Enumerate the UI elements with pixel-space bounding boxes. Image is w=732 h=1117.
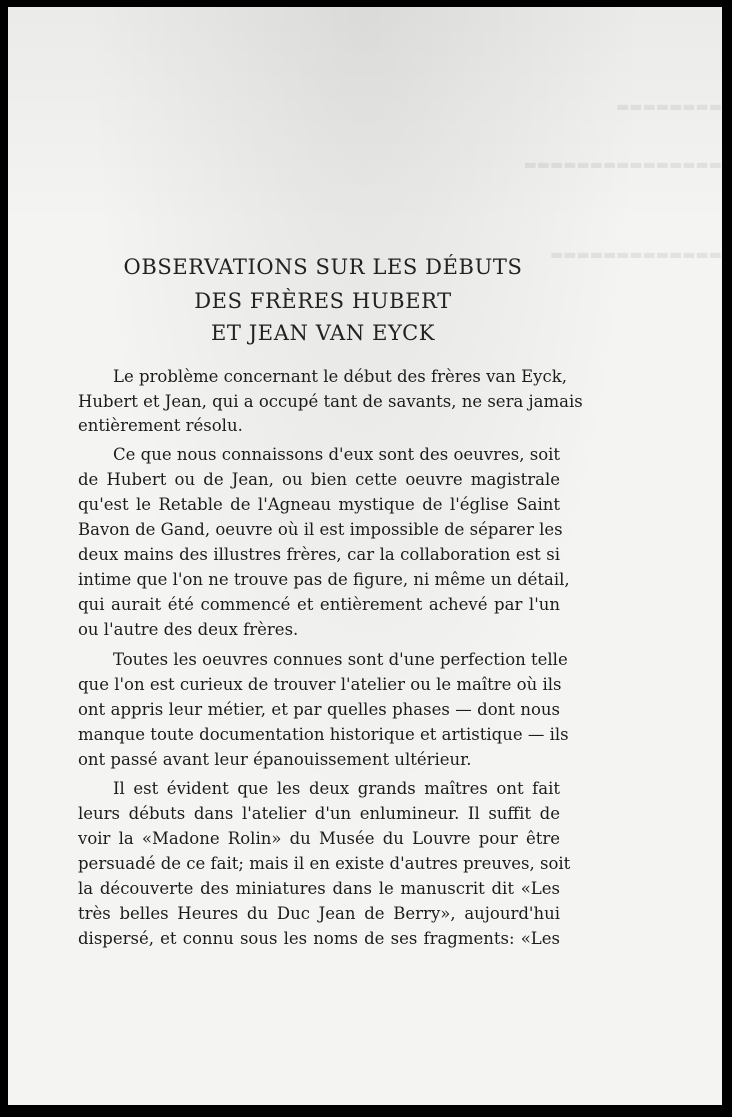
document-title-line-1: OBSERVATIONS SUR LES DÉBUTS	[123, 255, 523, 279]
text-line: dispersé, et connu sous les noms de ses fragments: «Les	[78, 929, 560, 948]
text-line: ont appris leur métier, et par quelles phases — dont nous	[78, 700, 560, 719]
text-line: deux mains des illustres frères, car la collaboration est si	[78, 545, 560, 564]
text-line: intime que l'on ne trouve pas de figure, ni même un détail,	[78, 570, 570, 589]
text-line: voir la «Madone Rolin» du Musée du Louvre pour être	[78, 829, 560, 848]
text-line: Il est évident que les deux grands maîtres ont fait	[113, 779, 560, 798]
text-line: Toutes les oeuvres connues sont d'une perfection telle	[113, 650, 568, 669]
text-line: qui aurait été commencé et entièrement achevé par l'un	[78, 595, 560, 614]
text-line: ou l'autre des deux frères.	[78, 620, 299, 639]
show-through-mark: ▬▬▬▬▬▬▬▬▬▬▬▬▬▬▬	[523, 157, 722, 173]
text-line: entièrement résolu.	[78, 416, 243, 435]
text-line: la découverte des miniatures dans le manuscrit dit «Les	[78, 879, 560, 898]
text-line: Bavon de Gand, oeuvre où il est impossible de séparer les	[78, 520, 563, 539]
document-page	[8, 7, 722, 1105]
show-through-mark: ▬▬▬▬▬▬▬▬▬▬▬▬▬	[550, 247, 722, 263]
text-line: qu'est le Retable de l'Agneau mystique de l'église Saint	[78, 495, 560, 514]
text-line: Ce que nous connaissons d'eux sont des oeuvres, soit	[113, 445, 561, 464]
text-line: manque toute documentation historique et artistique — ils	[78, 725, 569, 744]
text-line: Hubert et Jean, qui a occupé tant de savants, ne sera jamais	[78, 392, 583, 411]
show-through-mark: ▬▬▬▬▬▬▬▬	[616, 99, 722, 115]
document-title-line-3: ET JEAN VAN EYCK	[210, 321, 436, 345]
text-line: persuadé de ce fait; mais il en existe d'autres preuves, soit	[78, 854, 571, 873]
text-line: de Hubert ou de Jean, ou bien cette oeuvre magistrale	[78, 470, 560, 489]
text-line: très belles Heures du Duc Jean de Berry», aujourd'hui	[78, 904, 560, 923]
text-line: leurs débuts dans l'atelier d'un enlumineur. Il suffit de	[78, 804, 560, 823]
document-title-line-2: DES FRÈRES HUBERT	[194, 289, 452, 313]
text-line: ont passé avant leur épanouissement ultérieur.	[78, 750, 472, 769]
text-line: que l'on est curieux de trouver l'atelier ou le maître où ils	[78, 675, 562, 694]
text-line: Le problème concernant le début des frères van Eyck,	[113, 367, 567, 386]
